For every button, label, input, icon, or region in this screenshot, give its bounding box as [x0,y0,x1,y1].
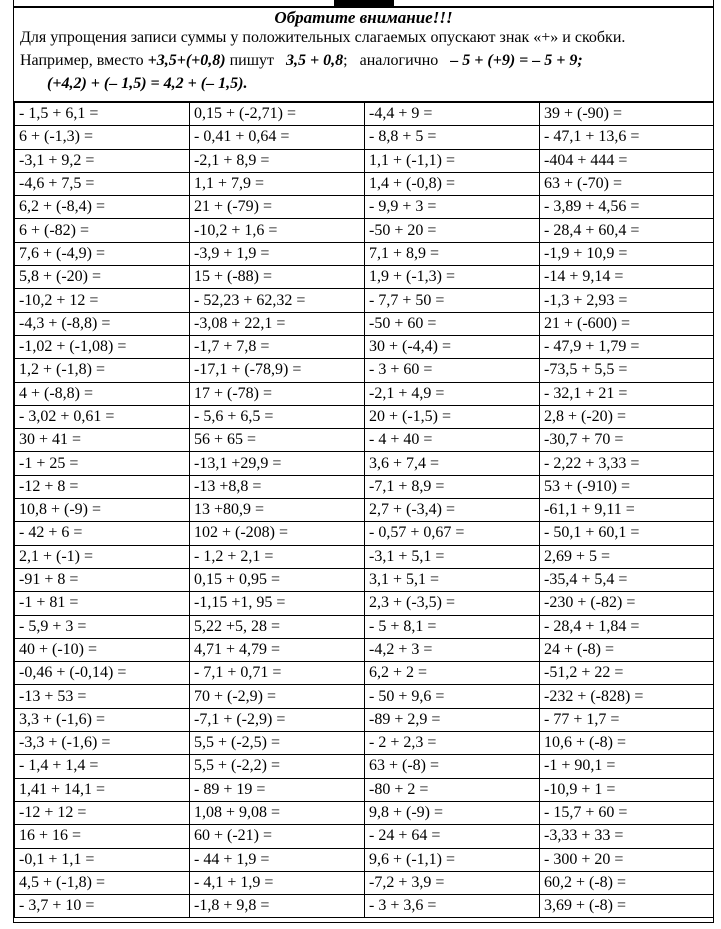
exercise-cell: 13 +80,9 = [190,499,365,522]
exercise-cell: - 44 + 1,9 = [190,848,365,871]
exercise-cell: -17,1 + (-78,9) = [190,359,365,382]
exercise-cell: - 1,4 + 1,4 = [15,755,190,778]
exercise-cell: 1,08 + 9,08 = [190,801,365,824]
exercise-cell: 30 + 41 = [15,429,190,452]
exercise-cell: 1,2 + (-1,8) = [15,359,190,382]
table-row [15,475,714,498]
exercise-cell: 63 + (-70) = [540,172,714,195]
exercise-cell: - 300 + 20 = [540,848,714,871]
exercise-cell: 21 + (-600) = [540,312,714,335]
exercise-cell: -30,7 + 70 = [540,429,714,452]
exercise-cell: 2,3 + (-3,5) = [365,592,540,615]
table-row [15,755,714,778]
exercise-cell: 7,6 + (-4,9) = [15,242,190,265]
exercise-cell: 0,15 + 0,95 = [190,568,365,591]
table-row [15,359,714,382]
exercise-cell: -1,7 + 7,8 = [190,335,365,358]
exercise-cell: 53 + (-910) = [540,475,714,498]
exercise-cell: 4,71 + 4,79 = [190,638,365,661]
exercise-cell: -1 + 25 = [15,452,190,475]
exercise-cell: - 9,9 + 3 = [365,196,540,219]
exercise-cell: - 47,1 + 13,6 = [540,126,714,149]
exercise-cell: -89 + 2,9 = [365,708,540,731]
table-row [15,405,714,428]
exercise-cell: -3,1 + 9,2 = [15,149,190,172]
table-row [15,871,714,894]
exercise-cell: 6 + (-1,3) = [15,126,190,149]
note-example-line-2: (+4,2) + (– 1,5) = 4,2 + (– 1,5). [47,75,248,92]
exercise-cell: 6,2 + 2 = [365,662,540,685]
exercise-cell: - 89 + 19 = [190,778,365,801]
exercise-cell: - 7,1 + 0,71 = [190,662,365,685]
exercise-cell: 0,15 + (-2,71) = [190,102,365,126]
exercise-cell: -10,9 + 1 = [540,778,714,801]
exercise-cell: 1,41 + 14,1 = [15,778,190,801]
exercise-cell: -80 + 2 = [365,778,540,801]
exercise-cell: -3,08 + 22,1 = [190,312,365,335]
exercise-cell: - 50 + 9,6 = [365,685,540,708]
exercise-cell: -3,1 + 5,1 = [365,545,540,568]
exercise-cell: -4,4 + 9 = [365,102,540,126]
exercise-cell: 20 + (-1,5) = [365,405,540,428]
table-row [15,662,714,685]
table-row [15,219,714,242]
exercise-cell: 70 + (-2,9) = [190,685,365,708]
exercise-cell: - 3 + 60 = [365,359,540,382]
exercise-cell: 2,7 + (-3,4) = [365,499,540,522]
exercise-cell: 3,69 + (-8) = [540,895,714,918]
exercise-cell: - 7,7 + 50 = [365,289,540,312]
table-row [15,638,714,661]
table-row [15,592,714,615]
exercise-cell: - 4,1 + 1,9 = [190,871,365,894]
table-row [15,848,714,871]
exercise-cell: -1,9 + 10,9 = [540,242,714,265]
exercise-cell: -1,8 + 9,8 = [190,895,365,918]
exercise-cell: 21 + (-79) = [190,196,365,219]
table-row [15,522,714,545]
table-row [15,289,714,312]
exercise-cell: -0,46 + (-0,14) = [15,662,190,685]
exercise-cell: 10,6 + (-8) = [540,732,714,755]
exercise-cell: 4,5 + (-1,8) = [15,871,190,894]
example-separator: ; [343,52,348,69]
exercise-cell: - 32,1 + 21 = [540,382,714,405]
exercise-cell: - 5,9 + 3 = [15,615,190,638]
exercise-cell: - 47,9 + 1,79 = [540,335,714,358]
exercise-cell: 3,6 + 7,4 = [365,452,540,475]
exercise-table [14,101,714,918]
exercise-cell: - 42 + 6 = [15,522,190,545]
exercise-cell: - 3,7 + 10 = [15,895,190,918]
note-example-line [20,51,583,71]
exercise-cell: 1,9 + (-1,3) = [365,266,540,289]
exercise-cell: 5,5 + (-2,2) = [190,755,365,778]
exercise-cell: -7,1 + (-2,9) = [190,708,365,731]
table-row [15,126,714,149]
note-title: Обратите внимание!!! [274,8,453,27]
exercise-cell: -13 + 53 = [15,685,190,708]
table-row [15,732,714,755]
exercise-cell: - 77 + 1,7 = [540,708,714,731]
attention-note [14,8,713,101]
exercise-cell: -14 + 9,14 = [540,266,714,289]
exercise-cell: 3,1 + 5,1 = [365,568,540,591]
exercise-cell: -3,33 + 33 = [540,825,714,848]
exercise-cell: 2,8 + (-20) = [540,405,714,428]
exercise-cell: - 3 + 3,6 = [365,895,540,918]
exercise-cell: 3,3 + (-1,6) = [15,708,190,731]
table-row [15,172,714,195]
exercise-cell: - 50,1 + 60,1 = [540,522,714,545]
exercise-cell: -51,2 + 22 = [540,662,714,685]
exercise-cell: - 1,5 + 6,1 = [15,102,190,126]
exercise-cell: -2,1 + 4,9 = [365,382,540,405]
exercise-cell: 16 + 16 = [15,825,190,848]
example-original-expr: +3,5+(+0,8) [147,52,226,69]
example-prefix: Например, вместо [20,52,148,69]
table-row [15,825,714,848]
note-rule-text: Для упрощения записи суммы у положительных слагаемых опускают знак «+» и скобки. [20,29,626,46]
example-analog-expr: – 5 + (+9) = – 5 + 9; [450,52,583,69]
exercise-cell: -3,9 + 1,9 = [190,242,365,265]
exercise-cell: -13,1 +29,9 = [190,452,365,475]
exercise-cell: -1 + 81 = [15,592,190,615]
exercise-cell: -3,3 + (-1,6) = [15,732,190,755]
exercise-cell: 6,2 + (-8,4) = [15,196,190,219]
exercise-cell: -4,2 + 3 = [365,638,540,661]
exercise-cell: 10,8 + (-9) = [15,499,190,522]
exercise-cell: - 4 + 40 = [365,429,540,452]
exercise-cell: - 3,02 + 0,61 = [15,405,190,428]
exercise-cell: 7,1 + 8,9 = [365,242,540,265]
exercise-cell: -4,3 + (-8,8) = [15,312,190,335]
table-row [15,335,714,358]
exercise-cell: -10,2 + 12 = [15,289,190,312]
exercise-cell: 60 + (-21) = [190,825,365,848]
exercise-cell: 15 + (-88) = [190,266,365,289]
exercise-cell: - 2 + 2,3 = [365,732,540,755]
table-row [15,312,714,335]
exercise-cell: 60,2 + (-8) = [540,871,714,894]
exercise-cell: -13 +8,8 = [190,475,365,498]
table-row [15,708,714,731]
exercise-cell: 1,1 + 7,9 = [190,172,365,195]
exercise-cell: -91 + 8 = [15,568,190,591]
table-row [15,568,714,591]
exercise-cell: 40 + (-10) = [15,638,190,661]
exercise-cell: -50 + 20 = [365,219,540,242]
exercise-cell: -50 + 60 = [365,312,540,335]
exercise-cell: 9,8 + (-9) = [365,801,540,824]
exercise-cell: 24 + (-8) = [540,638,714,661]
exercise-cell: 63 + (-8) = [365,755,540,778]
exercise-cell: 9,6 + (-1,1) = [365,848,540,871]
exercise-cell: -0,1 + 1,1 = [15,848,190,871]
exercise-cell: - 8,8 + 5 = [365,126,540,149]
exercise-cell: -2,1 + 8,9 = [190,149,365,172]
exercise-cell: -73,5 + 5,5 = [540,359,714,382]
exercise-cell: -404 + 444 = [540,149,714,172]
exercise-cell: 1,4 + (-0,8) = [365,172,540,195]
exercise-cell: 17 + (-78) = [190,382,365,405]
exercise-cell: -230 + (-82) = [540,592,714,615]
exercise-cell: -7,1 + 8,9 = [365,475,540,498]
table-row [15,778,714,801]
example-connector: пишут [225,52,279,69]
exercise-cell: - 52,23 + 62,32 = [190,289,365,312]
worksheet [13,0,714,923]
table-row [15,615,714,638]
exercise-cell: 5,22 +5, 28 = [190,615,365,638]
exercise-cell: -12 + 8 = [15,475,190,498]
table-row [15,499,714,522]
table-row [15,545,714,568]
exercise-cell: 56 + 65 = [190,429,365,452]
example-short-expr: 3,5 + 0,8 [286,52,344,69]
exercise-cell: -1,3 + 2,93 = [540,289,714,312]
table-row [15,196,714,219]
exercise-cell: -12 + 12 = [15,801,190,824]
exercise-cell: 5,8 + (-20) = [15,266,190,289]
exercise-cell: - 15,7 + 60 = [540,801,714,824]
exercise-cell: - 28,4 + 1,84 = [540,615,714,638]
exercise-cell: - 5,6 + 6,5 = [190,405,365,428]
table-row [15,382,714,405]
exercise-cell: -7,2 + 3,9 = [365,871,540,894]
table-row [15,102,714,126]
exercise-cell: - 0,41 + 0,64 = [190,126,365,149]
exercise-cell: - 5 + 8,1 = [365,615,540,638]
example-analog-word: аналогично [355,52,443,69]
exercise-cell: -1 + 90,1 = [540,755,714,778]
exercise-cell: - 2,22 + 3,33 = [540,452,714,475]
exercise-cell: - 0,57 + 0,67 = [365,522,540,545]
exercise-cell: -1,15 +1, 95 = [190,592,365,615]
exercise-cell: 2,69 + 5 = [540,545,714,568]
exercise-cell: - 1,2 + 2,1 = [190,545,365,568]
table-row [15,242,714,265]
exercise-cell: -232 + (-828) = [540,685,714,708]
exercise-cell: -61,1 + 9,11 = [540,499,714,522]
table-row [15,452,714,475]
exercise-cell: 102 + (-208) = [190,522,365,545]
exercise-cell: 4 + (-8,8) = [15,382,190,405]
exercise-cell: -1,02 + (-1,08) = [15,335,190,358]
exercise-cell: 1,1 + (-1,1) = [365,149,540,172]
exercise-cell: 5,5 + (-2,5) = [190,732,365,755]
exercise-cell: -10,2 + 1,6 = [190,219,365,242]
table-row [15,149,714,172]
table-row [15,685,714,708]
cropped-heading-fragment [334,0,394,6]
table-row [15,429,714,452]
table-row [15,895,714,918]
exercise-cell: 30 + (-4,4) = [365,335,540,358]
exercise-cell: - 3,89 + 4,56 = [540,196,714,219]
exercise-cell: 39 + (-90) = [540,102,714,126]
exercise-cell: -4,6 + 7,5 = [15,172,190,195]
table-row [15,266,714,289]
exercise-cell: - 28,4 + 60,4 = [540,219,714,242]
exercise-cell: - 24 + 64 = [365,825,540,848]
exercise-cell: 2,1 + (-1) = [15,545,190,568]
table-row [15,801,714,824]
exercise-cell: 6 + (-82) = [15,219,190,242]
exercise-cell: -35,4 + 5,4 = [540,568,714,591]
